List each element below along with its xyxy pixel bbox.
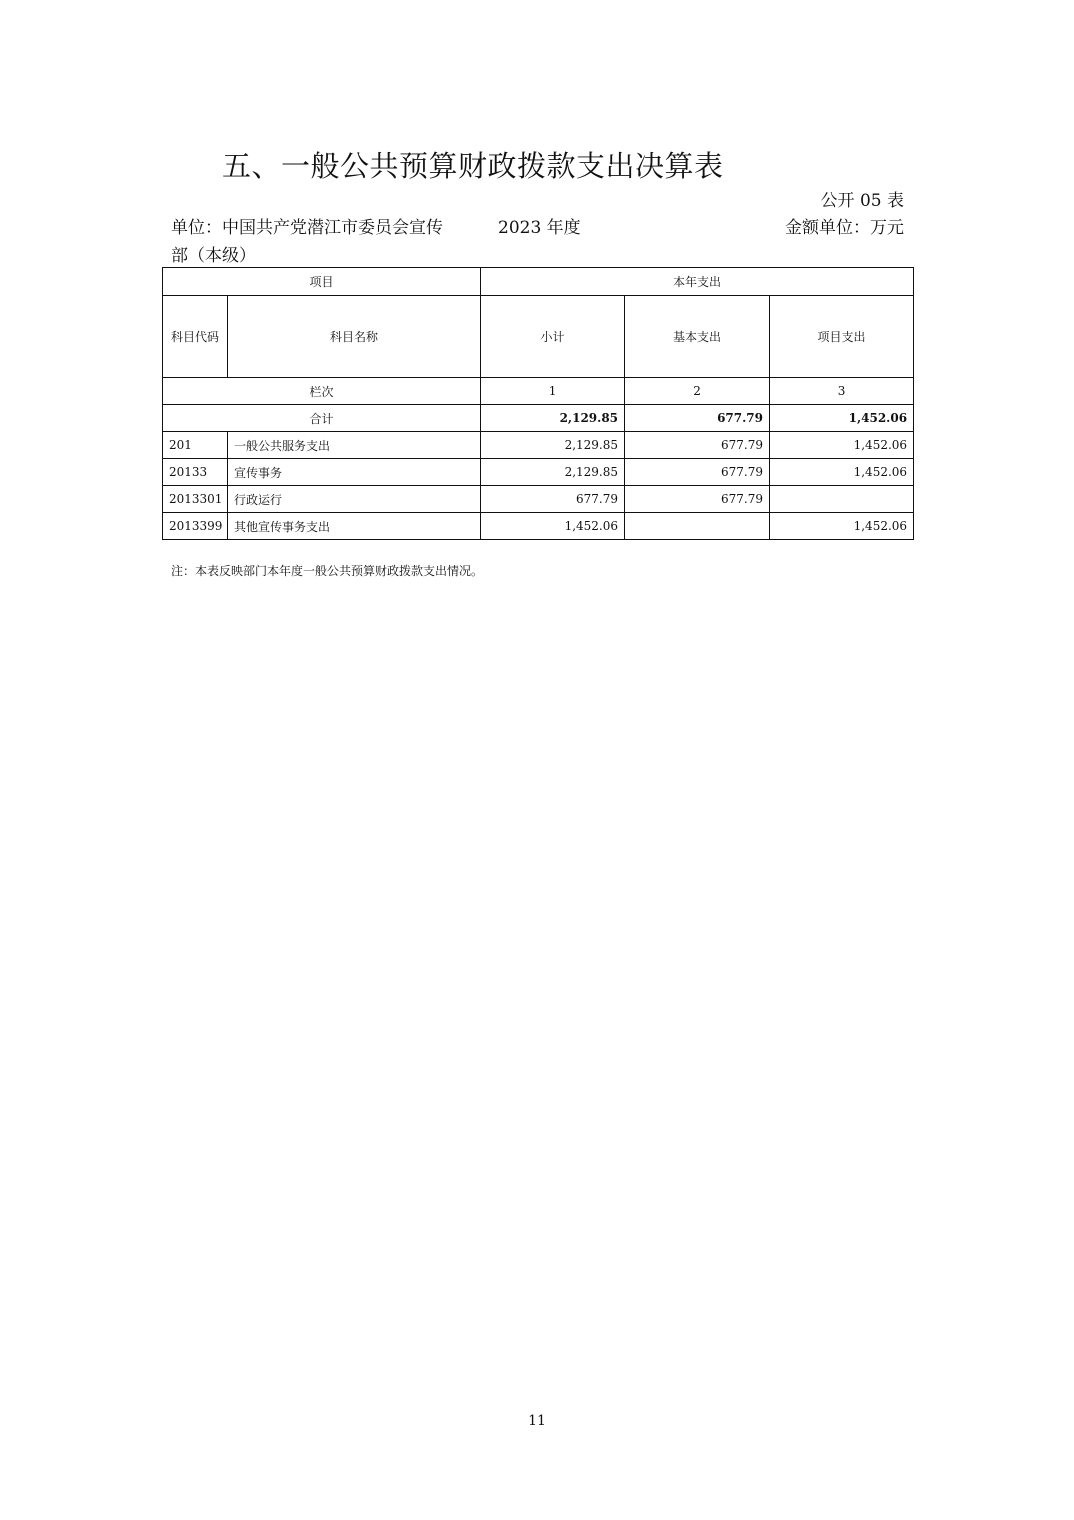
row-basic: 677.79 [625,486,770,513]
page-number: 11 [528,1413,546,1429]
row-name: 行政运行 [228,486,481,513]
total-label: 合计 [163,405,481,432]
money-unit: 金额单位：万元 [785,218,904,238]
expenditure-table [162,267,914,540]
header-row-1 [163,268,914,296]
row-subtotal: 2,129.85 [481,459,625,486]
row-basic: 677.79 [625,459,770,486]
header-item: 项目 [163,268,481,296]
row-code: 2013399 [163,513,228,540]
header-subtotal: 小计 [481,296,625,378]
form-number: 公开 05 表 [820,191,904,211]
row-project [770,486,914,513]
row-basic: 677.79 [625,432,770,459]
column-number-label: 栏次 [163,378,481,405]
row-project: 1,452.06 [770,432,914,459]
row-project: 1,452.06 [770,513,914,540]
column-number-3: 3 [770,378,914,405]
column-number-2: 2 [625,378,770,405]
row-subtotal: 1,452.06 [481,513,625,540]
column-number-row [163,378,914,405]
row-project: 1,452.06 [770,459,914,486]
table-row [163,459,914,486]
row-name: 一般公共服务支出 [228,432,481,459]
header-basic: 基本支出 [625,296,770,378]
total-row [163,405,914,432]
table-row [163,513,914,540]
fiscal-year: 2023 年度 [498,218,581,238]
unit-label: 单位：中国共产党潜江市委员会宣传部（本级） [171,218,443,266]
total-subtotal: 2,129.85 [481,405,625,432]
row-name: 其他宣传事务支出 [228,513,481,540]
total-project: 1,452.06 [770,405,914,432]
row-subtotal: 677.79 [481,486,625,513]
row-code: 2013301 [163,486,228,513]
column-number-1: 1 [481,378,625,405]
table-note: 注：本表反映部门本年度一般公共预算财政拨款支出情况。 [171,564,484,578]
header-row-2 [163,296,914,378]
table-row [163,432,914,459]
row-name: 宣传事务 [228,459,481,486]
header-expense: 本年支出 [481,268,914,296]
row-basic [625,513,770,540]
row-code: 201 [163,432,228,459]
header-project: 项目支出 [770,296,914,378]
row-code: 20133 [163,459,228,486]
table-row [163,486,914,513]
header-code: 科目代码 [163,296,228,378]
header-name: 科目名称 [228,296,481,378]
total-basic: 677.79 [625,405,770,432]
page-title: 五、一般公共预算财政拨款支出决算表 [222,149,724,183]
row-subtotal: 2,129.85 [481,432,625,459]
